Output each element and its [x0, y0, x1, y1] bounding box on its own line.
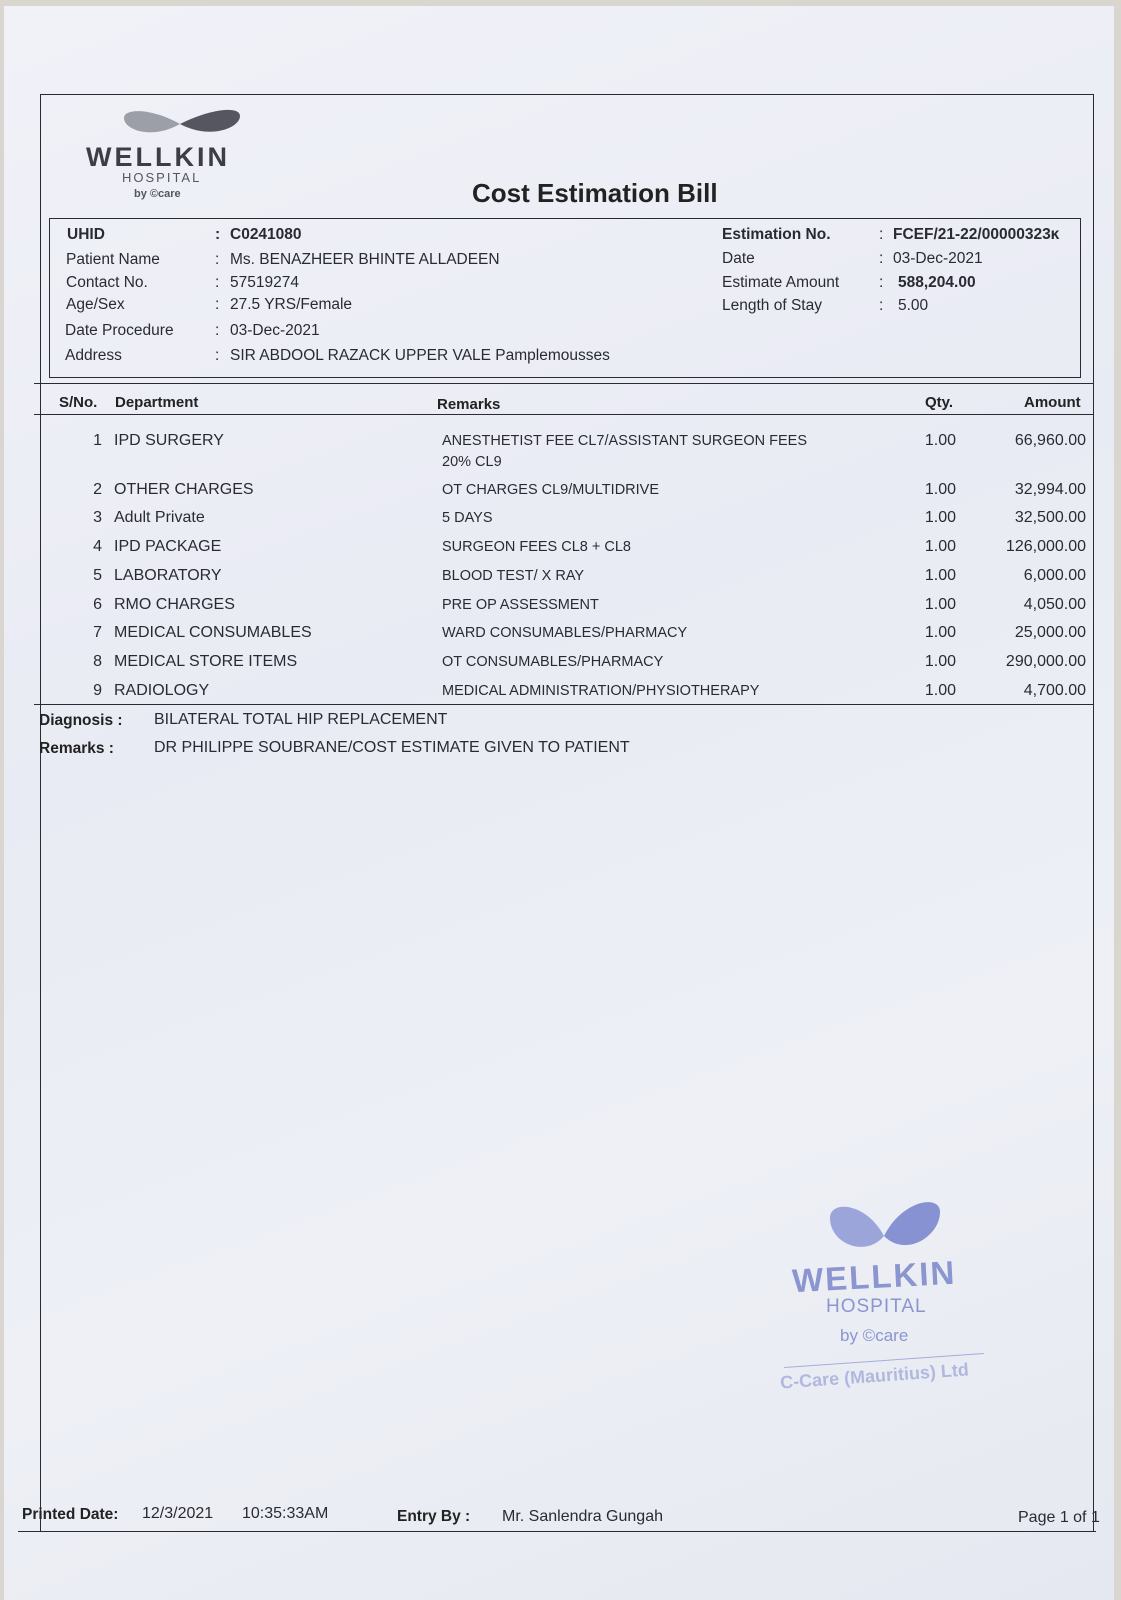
colon: : [879, 250, 884, 267]
estimate-amount-value: 588,204.00 [898, 274, 976, 291]
row-amount: 66,960.00 [1014, 432, 1086, 449]
contact-label: Contact No. [66, 274, 148, 291]
estimation-no-label: Estimation No. [722, 226, 831, 243]
row-qty: 1.00 [924, 596, 956, 613]
row-sno: 9 [93, 682, 102, 699]
remarks-value: DR PHILIPPE SOUBRANE/COST ESTIMATE GIVEN TO PATIENT [154, 739, 630, 756]
table-bottom-rule [34, 704, 1094, 705]
row-sno: 3 [93, 509, 102, 526]
row-amount: 25,000.00 [1014, 624, 1086, 641]
row-remarks: ANESTHETIST FEE CL7/ASSISTANT SURGEON FEES [442, 433, 807, 449]
row-sno: 1 [93, 432, 102, 449]
stamp-subtitle: HOSPITAL [826, 1296, 927, 1317]
row-department: MEDICAL STORE ITEMS [114, 653, 298, 670]
agesex-label: Age/Sex [66, 296, 125, 313]
row-remarks: WARD CONSUMABLES/PHARMACY [442, 625, 688, 641]
stamp-by: by ©care [840, 1326, 909, 1345]
row-amount: 4,700.00 [1023, 682, 1086, 699]
logo-by: by ©care [134, 188, 181, 200]
row-qty: 1.00 [924, 509, 956, 526]
document-title: Cost Estimation Bill [472, 178, 718, 208]
row-department: RADIOLOGY [114, 682, 210, 699]
row-amount: 290,000.00 [1005, 653, 1086, 670]
row-department: IPD PACKAGE [114, 538, 222, 555]
header-sno: S/No. [59, 394, 98, 411]
row-qty: 1.00 [924, 567, 956, 584]
estimate-date-value: 03-Dec-2021 [893, 250, 983, 267]
row-amount: 32,500.00 [1014, 509, 1086, 526]
table-header-rule [34, 414, 1094, 415]
patient-name-label: Patient Name [66, 251, 160, 268]
entry-by-label: Entry By : [397, 1508, 471, 1525]
row-sno: 2 [93, 481, 102, 498]
header-qty: Qty. [925, 394, 954, 411]
printed-date-label: Printed Date: [22, 1506, 119, 1523]
row-qty: 1.00 [924, 538, 956, 555]
diagnosis-label: Diagnosis : [39, 712, 123, 729]
colon: : [215, 322, 220, 339]
patient-name-value: Ms. BENAZHEER BHINTE ALLADEEN [230, 251, 500, 268]
printed-time-value: 10:35:33AM [242, 1505, 329, 1522]
logo-subtitle: HOSPITAL [122, 170, 202, 185]
colon: : [879, 297, 884, 314]
address-label: Address [65, 347, 122, 364]
row-amount: 6,000.00 [1023, 567, 1086, 584]
row-qty: 1.00 [924, 432, 956, 449]
header-department: Department [115, 394, 199, 411]
colon: : [215, 274, 220, 291]
row-sno: 5 [93, 567, 102, 584]
colon: : [879, 274, 884, 291]
row-remarks: MEDICAL ADMINISTRATION/PHYSIOTHERAPY [442, 683, 760, 699]
row-sno: 4 [93, 538, 102, 555]
row-qty: 1.00 [924, 682, 956, 699]
row-amount: 126,000.00 [1005, 538, 1086, 555]
remarks-label: Remarks : [39, 740, 114, 757]
estimate-date-label: Date [722, 250, 755, 267]
uhid-label: UHID [67, 226, 105, 243]
row-remarks: OT CONSUMABLES/PHARMACY [442, 654, 664, 670]
footer-rule [18, 1531, 1096, 1532]
row-remarks: OT CHARGES CL9/MULTIDRIVE [442, 482, 660, 498]
row-department: MEDICAL CONSUMABLES [114, 624, 312, 641]
row-department: Adult Private [114, 509, 205, 526]
row-remarks: PRE OP ASSESSMENT [442, 597, 599, 613]
length-of-stay-label: Length of Stay [722, 297, 822, 314]
procedure-date-label: Date Procedure [65, 322, 174, 339]
logo-name: WELLKIN [86, 142, 230, 172]
hospital-logo [86, 106, 286, 202]
row-sno: 7 [93, 624, 102, 641]
row-department: OTHER CHARGES [114, 481, 254, 498]
row-remarks: SURGEON FEES CL8 + CL8 [442, 539, 631, 555]
row-qty: 1.00 [924, 481, 956, 498]
row-amount: 4,050.00 [1023, 596, 1086, 613]
row-department: RMO CHARGES [114, 596, 235, 613]
stamp-company: C-Care (Mauritius) Ltd [779, 1359, 970, 1393]
table-top-rule [34, 383, 1094, 384]
heart-logo-icon [122, 106, 242, 138]
page-number: Page 1 of 1 [1018, 1509, 1100, 1526]
row-sno: 6 [93, 596, 102, 613]
address-value: SIR ABDOOL RAZACK UPPER VALE Pamplemousses [230, 347, 610, 364]
procedure-date-value: 03-Dec-2021 [230, 322, 320, 339]
colon: : [215, 226, 221, 243]
contact-value: 57519274 [230, 274, 299, 291]
hospital-stamp [779, 1196, 1004, 1406]
diagnosis-value: BILATERAL TOTAL HIP REPLACEMENT [154, 711, 448, 728]
stamp-name: WELLKIN [791, 1253, 958, 1300]
colon: : [215, 251, 220, 268]
colon: : [215, 296, 220, 313]
heart-stamp-icon [826, 1196, 944, 1258]
colon: : [215, 347, 220, 364]
entry-by-value: Mr. Sanlendra Gungah [502, 1508, 663, 1525]
estimate-amount-label: Estimate Amount [722, 274, 840, 291]
row-qty: 1.00 [924, 624, 956, 641]
row-remarks: BLOOD TEST/ X RAY [442, 568, 585, 584]
uhid-value: C0241080 [230, 226, 302, 243]
header-remarks: Remarks [437, 396, 501, 413]
agesex-value: 27.5 YRS/Female [230, 296, 353, 313]
row-qty: 1.00 [924, 653, 956, 670]
printed-date-value: 12/3/2021 [142, 1505, 214, 1522]
row-remarks: 5 DAYS [442, 510, 493, 526]
row-remarks-cont: 20% CL9 [442, 454, 502, 470]
row-amount: 32,994.00 [1014, 481, 1086, 498]
header-amount: Amount [1024, 394, 1081, 411]
row-sno: 8 [93, 653, 102, 670]
colon: : [879, 226, 884, 243]
row-department: LABORATORY [114, 567, 222, 584]
length-of-stay-value: 5.00 [898, 297, 929, 314]
estimation-no-value: FCEF/21-22/00000323ĸ [893, 226, 1060, 243]
row-department: IPD SURGERY [114, 432, 224, 449]
